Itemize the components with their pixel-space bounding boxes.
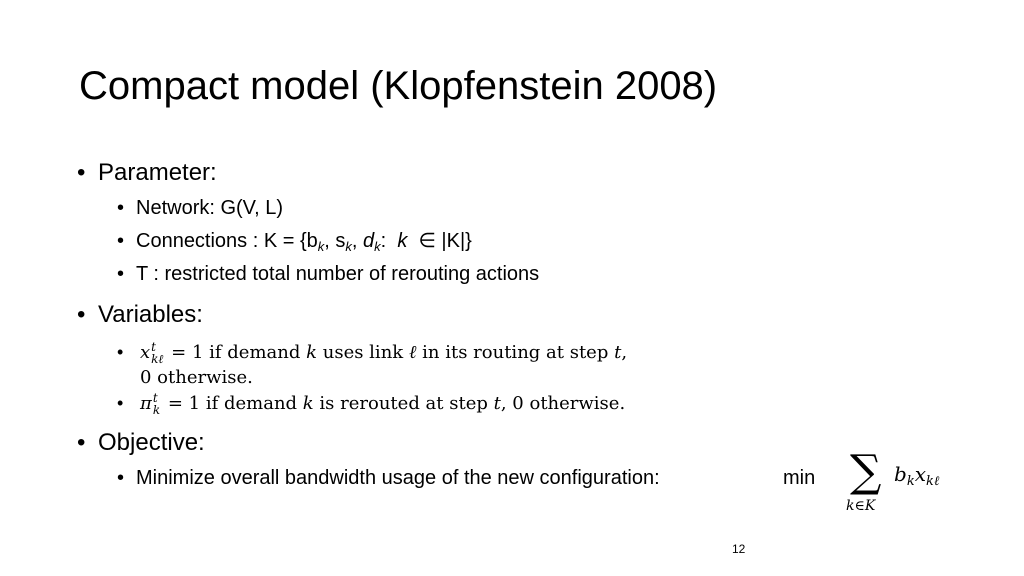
parameter-t: • T : restricted total number of rerouting actions	[117, 263, 540, 285]
variables-heading: • Variables:	[77, 301, 203, 328]
bullet: •	[117, 263, 125, 285]
objective-sum-formula	[846, 446, 966, 522]
objective-min-label: min	[783, 467, 816, 489]
objective-heading: • Objective:	[77, 429, 205, 456]
parameter-network: • Network: G(V, L)	[117, 197, 284, 219]
parameter-connections: • Connections : $K = \{b_k$, $s_k$, $d_k$: k ∈ |K|}	[117, 230, 472, 254]
bullet: •	[117, 467, 125, 489]
bullet: •	[77, 159, 86, 186]
sum-term: $b_kx_{k\ell}$	[894, 462, 940, 489]
bullet: •	[77, 429, 86, 456]
bullet: •	[117, 197, 125, 219]
variable-x-definition: • x t kℓ = 1 if demand k uses link ℓ in its routing at step t,	[117, 340, 628, 366]
variable-pi-definition: • π t k = 1 if demand k is rerouted at step t, 0 otherwise.	[117, 391, 626, 417]
parameter-heading: • Parameter:	[77, 159, 217, 186]
variable-x-definition-line2: 0 otherwise.	[140, 367, 253, 388]
sum-lower-limit: k∈K	[846, 498, 876, 514]
bullet: •	[117, 230, 125, 252]
bullet: •	[77, 301, 86, 328]
slide-title: Compact model (Klopfenstein 2008)	[79, 64, 718, 108]
objective-item: • Minimize overall bandwidth usage of the new configuration:	[117, 467, 660, 489]
sum-sign: ∑	[850, 446, 882, 497]
page-number: 12	[732, 542, 746, 556]
